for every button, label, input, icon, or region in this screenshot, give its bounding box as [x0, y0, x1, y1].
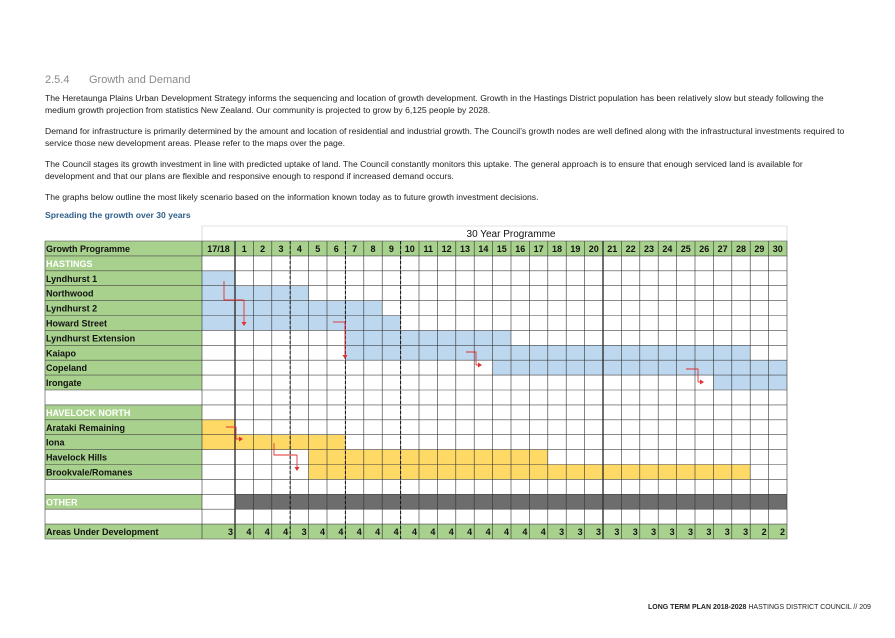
column-header: 14	[478, 244, 489, 254]
paragraph-3: The Council stages its growth investment in line with predicted uptake of land. The Council constantly monitors this uptake. The general approach is to ensure that enough serviced land is available for development and that our plans are flexible and responsive enough to respond if increased demand occurs.	[45, 159, 803, 182]
arrow-head	[700, 380, 704, 385]
row-label: Irongate	[46, 378, 82, 389]
total-value: 4	[356, 527, 362, 538]
column-header: 6	[333, 244, 339, 254]
column-header: 19	[570, 244, 581, 254]
footer-plan-title: LONG TERM PLAN 2018-2028	[648, 604, 747, 611]
column-header: 30	[772, 244, 783, 254]
total-value: 4	[246, 527, 252, 538]
total-value: 4	[338, 527, 344, 538]
timeline-bar	[202, 286, 309, 301]
row-label: Northwood	[46, 288, 94, 299]
total-value: 4	[540, 527, 546, 538]
total-value: 3	[706, 527, 712, 538]
column-header: 25	[680, 244, 691, 254]
total-value: 3	[577, 527, 583, 538]
total-value: 4	[430, 527, 436, 538]
total-value: 3	[595, 527, 601, 538]
column-header: 9	[388, 244, 394, 254]
column-header: 29	[754, 244, 765, 254]
column-header: 17/18	[207, 244, 230, 254]
column-header: 23	[643, 244, 655, 254]
total-value: 4	[522, 527, 528, 538]
column-header: 8	[370, 244, 376, 254]
column-header: 13	[459, 244, 471, 254]
total-value: 4	[485, 527, 491, 538]
total-value: 4	[283, 527, 289, 538]
paragraph-4: The graphs below outline the most likely scenario based on the information known today as to future growth investment decisions.	[45, 192, 539, 202]
total-value: 3	[687, 527, 693, 538]
column-header: 27	[717, 244, 728, 254]
column-header: 21	[607, 244, 618, 254]
column-header: 26	[699, 244, 710, 254]
section-label: HAVELOCK NORTH	[46, 407, 131, 418]
row-label: Arataki Remaining	[46, 422, 126, 433]
column-header: 20	[588, 244, 599, 254]
total-value: 4	[264, 527, 270, 538]
column-header: 15	[496, 244, 507, 254]
column-header: 4	[296, 244, 302, 254]
footer-council-page: HASTINGS DISTRICT COUNCIL // 209	[746, 604, 871, 611]
row-label: Havelock Hills	[46, 452, 108, 463]
table-subtitle: Spreading the growth over 30 years	[45, 210, 191, 220]
timeline-bar	[202, 316, 401, 331]
column-header: 11	[423, 244, 433, 254]
column-header: 3	[278, 244, 284, 254]
section-label: HASTINGS	[46, 258, 93, 269]
timeline-bar	[202, 271, 235, 286]
column-header: 28	[735, 244, 747, 254]
timeline-bar	[202, 301, 382, 316]
column-header: 1	[241, 244, 247, 254]
page-footer	[648, 604, 871, 611]
row-label: Lyndhurst Extension	[46, 333, 136, 344]
total-value: 3	[227, 527, 233, 538]
total-value: 3	[669, 527, 675, 538]
paragraph-1: The Heretaunga Plains Urban Development Strategy informs the sequencing and location of growth development. Growth in the Hastings District population has been relatively slow but steady following the medium growth projection from statistics New Zealand. Our community is projected to grow by 6,125 people by 2028.	[45, 93, 824, 116]
programme-title: 30 Year Programme	[466, 229, 556, 240]
total-label: Areas Under Development	[46, 527, 159, 538]
section-label: OTHER	[46, 497, 78, 508]
total-value: 4	[503, 527, 509, 538]
column-header: 12	[441, 244, 452, 254]
total-value: 3	[632, 527, 638, 538]
paragraph-2: Demand for infrastructure is primarily determined by the amount and location of residential and industrial growth. The Council’s growth nodes are well defined along with the infrastructural investments required to service those new development areas. Please refer to the maps over the page.	[45, 126, 845, 149]
header-row-bg	[45, 241, 787, 256]
total-value: 3	[743, 527, 749, 538]
total-value: 3	[651, 527, 657, 538]
total-value: 2	[779, 527, 785, 538]
column-header: 2	[260, 244, 266, 254]
column-header: 10	[404, 244, 415, 254]
total-value: 3	[301, 527, 307, 538]
total-value: 4	[375, 527, 381, 538]
column-header: 17	[533, 244, 544, 254]
section-number: 2.5.4	[45, 74, 70, 86]
arrow-head	[478, 363, 482, 368]
row-label: Lyndhurst 2	[46, 303, 98, 314]
total-value: 4	[411, 527, 417, 538]
row-label: Brookvale/Romanes	[46, 467, 133, 478]
total-value: 3	[724, 527, 730, 538]
row-label: Iona	[46, 437, 65, 448]
row-label: Lyndhurst 1	[46, 273, 98, 284]
column-header: 5	[315, 244, 321, 254]
column-header: 18	[551, 244, 563, 254]
timeline-bar	[309, 450, 548, 465]
total-value: 4	[467, 527, 473, 538]
total-value: 2	[761, 527, 767, 538]
row-label: Copeland	[46, 363, 88, 374]
section-title: Growth and Demand	[89, 74, 191, 86]
column-header: 22	[625, 244, 636, 254]
arrow-head	[295, 467, 300, 471]
row-label: Kaiapo	[46, 348, 77, 359]
total-value: 4	[319, 527, 325, 538]
row-label: Howard Street	[46, 318, 108, 329]
column-header: 16	[515, 244, 526, 254]
row-header-label: Growth Programme	[46, 244, 131, 254]
row-label-bg	[45, 435, 202, 450]
total-value: 3	[559, 527, 565, 538]
timeline-bar	[345, 330, 511, 345]
total-value: 4	[448, 527, 454, 538]
column-header: 24	[662, 244, 673, 254]
total-value: 4	[393, 527, 399, 538]
column-header: 7	[352, 244, 358, 254]
total-value: 3	[614, 527, 620, 538]
